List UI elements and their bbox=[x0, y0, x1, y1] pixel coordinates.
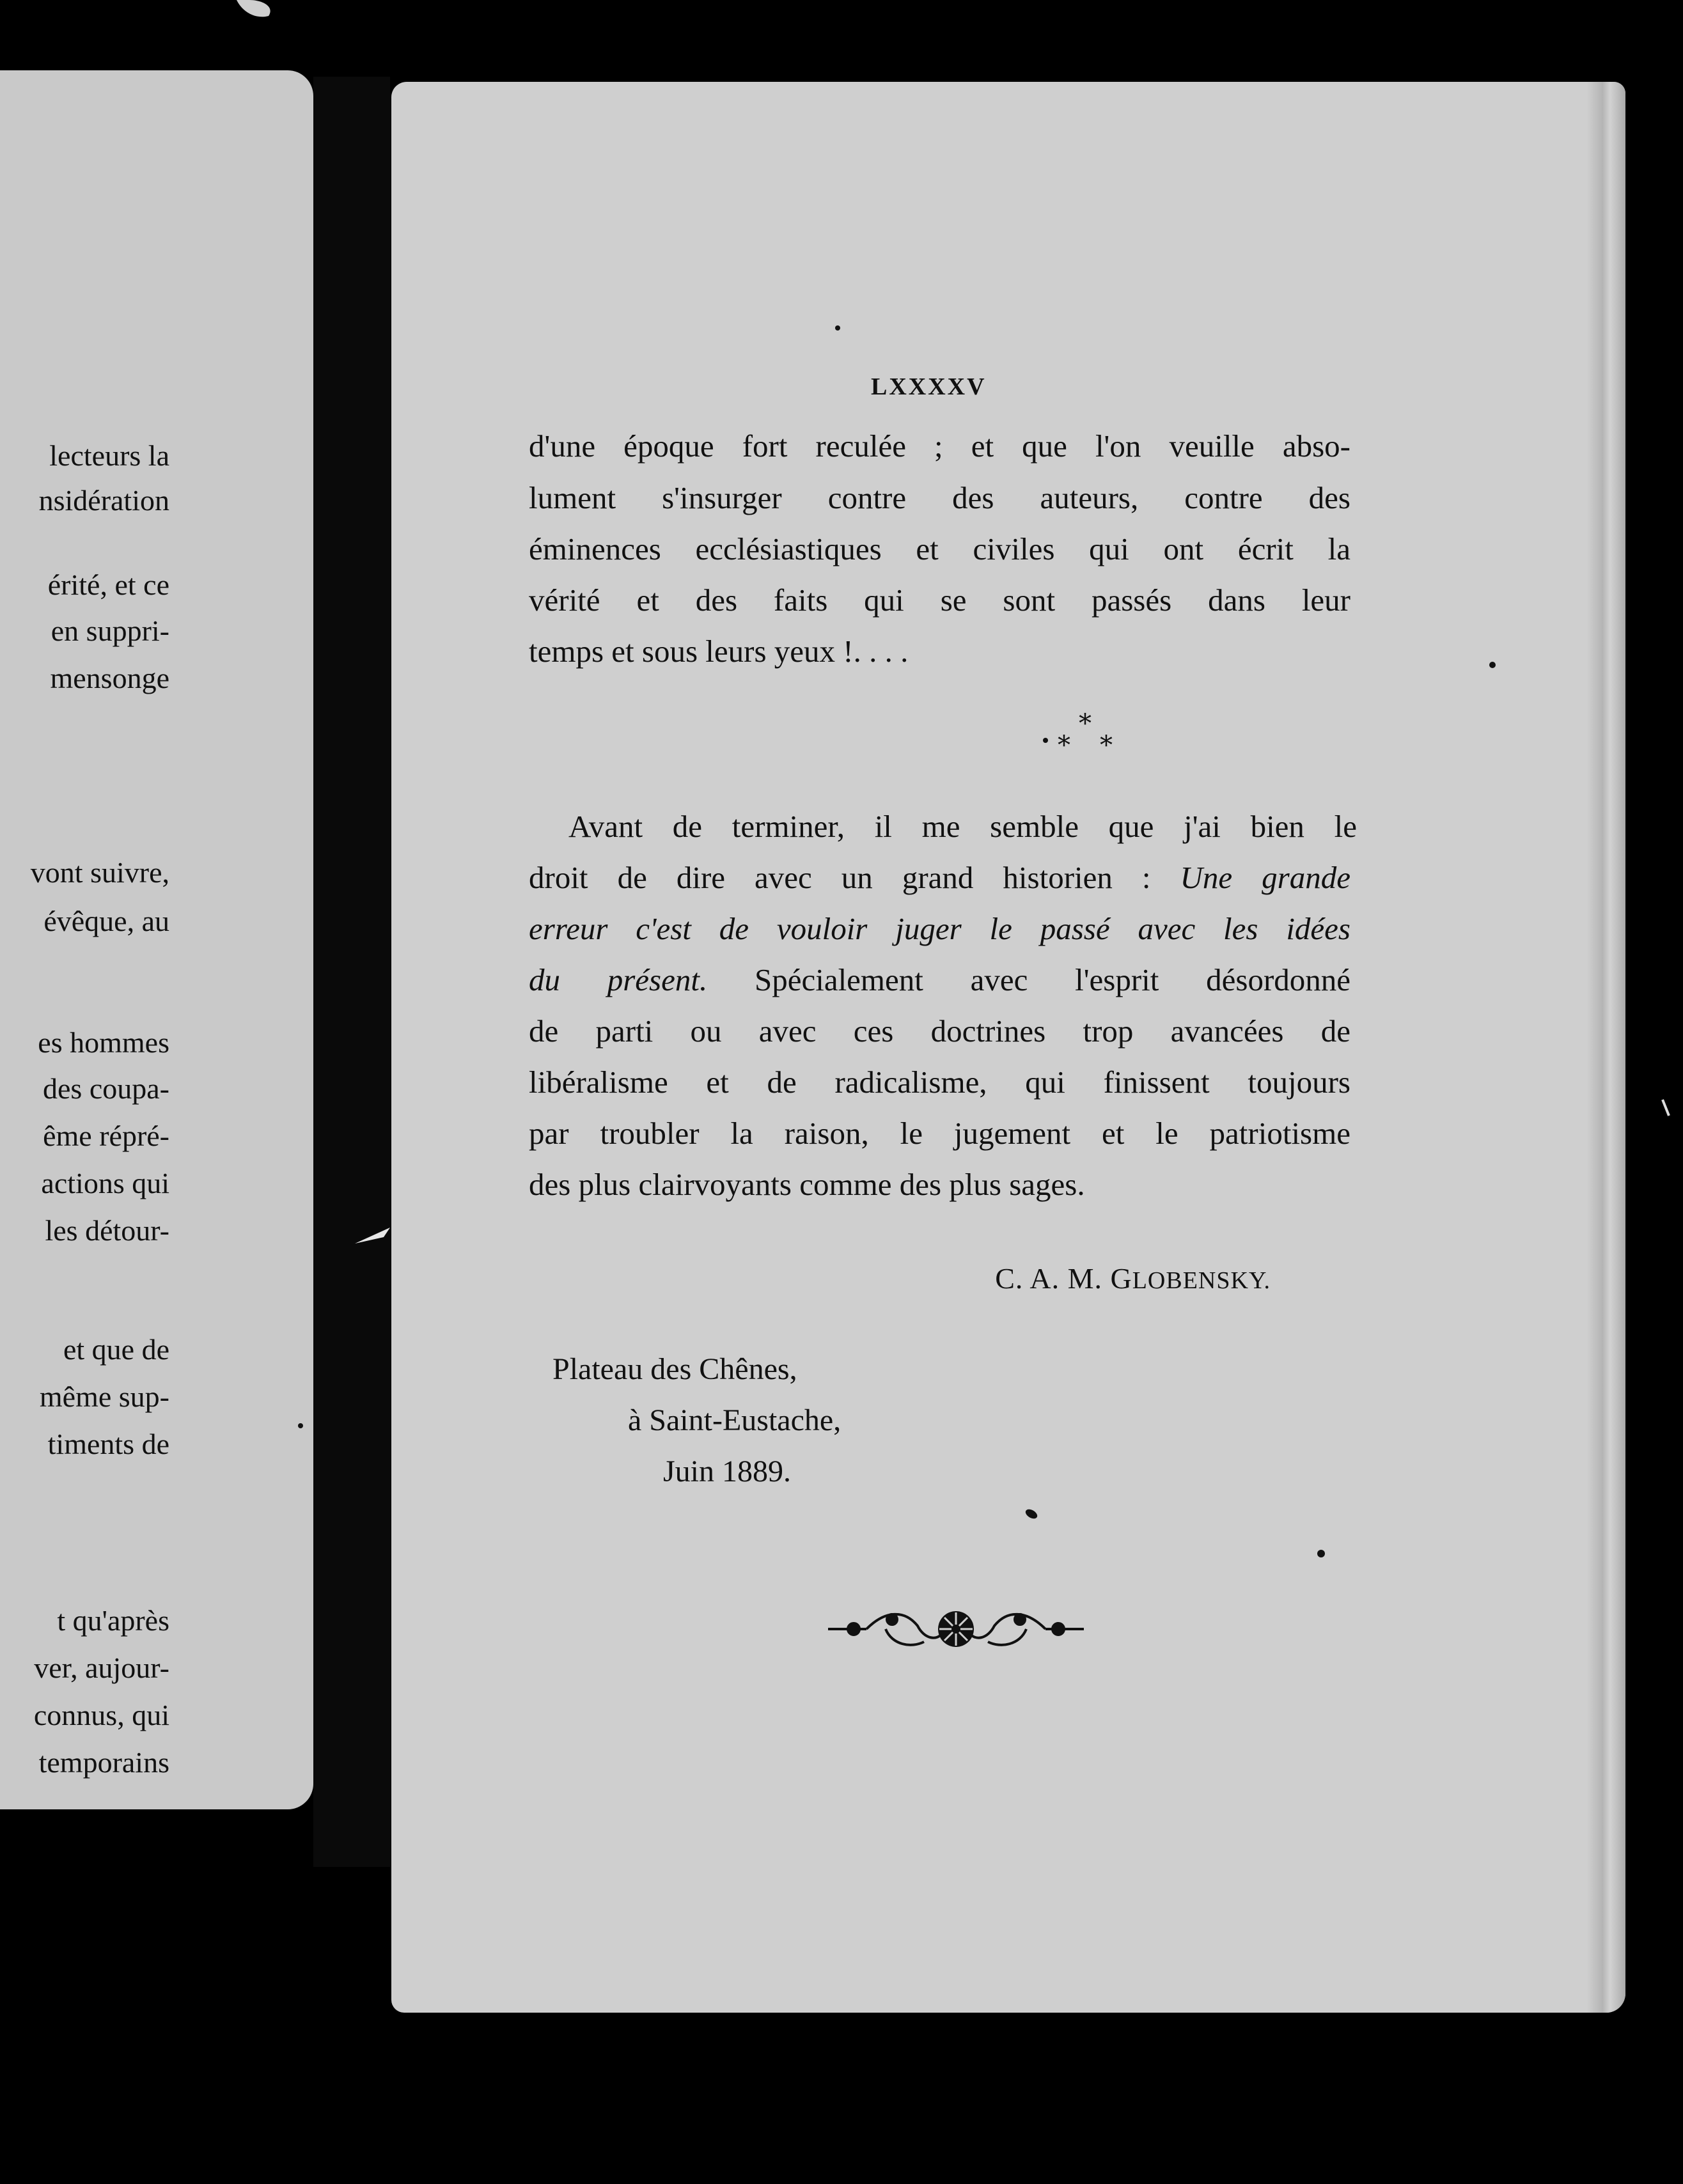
text-line: éminences ecclésiastiques et civiles qui ont écrit la bbox=[529, 531, 1350, 566]
text-line: temps et sous leurs yeux !. . . . bbox=[529, 634, 909, 669]
text-line: Avant de terminer, il me semble que j'ai bien le bbox=[568, 809, 1357, 844]
text-line: des plus clairvoyants comme des plus sages. bbox=[529, 1167, 1085, 1202]
book-gutter bbox=[313, 77, 390, 1867]
page-edge bbox=[1587, 82, 1625, 2013]
left-line: ême répré- bbox=[43, 1119, 169, 1152]
place-line: à Saint-Eustache, bbox=[628, 1403, 841, 1437]
author-signature bbox=[995, 1261, 1271, 1295]
left-line: mensonge bbox=[50, 662, 169, 694]
text-line bbox=[529, 964, 1350, 995]
signature-initials: C. A. M. G bbox=[995, 1262, 1132, 1295]
text-line bbox=[529, 862, 1350, 893]
page-number: LXXXXV bbox=[871, 373, 987, 400]
left-line: même sup- bbox=[39, 1380, 169, 1413]
quote-italic: erreur c'est de vouloir juger le passé avec les idées bbox=[529, 911, 1350, 946]
text-line: de parti ou avec ces doctrines trop avancées de bbox=[529, 1013, 1350, 1049]
text-line: lument s'insurger contre des auteurs, contre des bbox=[529, 480, 1350, 515]
left-line: es hommes bbox=[38, 1026, 169, 1059]
left-line: des coupa- bbox=[43, 1072, 169, 1105]
text-line: libéralisme et de radicalisme, qui finissent toujours bbox=[529, 1065, 1350, 1100]
left-line: vont suivre, bbox=[30, 856, 169, 889]
left-line: les détour- bbox=[45, 1214, 169, 1247]
left-line: évêque, au bbox=[43, 905, 169, 937]
date-line: Juin 1889. bbox=[663, 1455, 792, 1488]
left-line: connus, qui bbox=[33, 1699, 169, 1731]
left-line: lecteurs la bbox=[49, 439, 169, 472]
text-roman: Spécialement avec l'esprit désordonné bbox=[707, 962, 1351, 997]
left-line: nsidération bbox=[38, 484, 169, 517]
signature-surname: LOBENSKY. bbox=[1132, 1267, 1271, 1294]
left-line: érité, et ce bbox=[47, 568, 169, 601]
left-line: timents de bbox=[47, 1428, 169, 1460]
quote-italic: Une grande bbox=[1180, 860, 1351, 895]
place-line: Plateau des Chênes, bbox=[552, 1352, 797, 1386]
text-roman: droit de dire avec un grand historien : bbox=[529, 860, 1180, 895]
left-line: ver, aujour- bbox=[34, 1651, 169, 1684]
right-page bbox=[391, 82, 1625, 2013]
quote-italic: du présent. bbox=[529, 962, 708, 997]
left-line: temporains bbox=[38, 1746, 169, 1779]
svg-text:*: * bbox=[1058, 731, 1070, 760]
svg-text:*: * bbox=[1079, 712, 1092, 738]
left-line: en suppri- bbox=[51, 614, 169, 647]
text-line: d'une époque fort reculée ; et que l'on veuille abso- bbox=[529, 428, 1350, 464]
asterism-icon bbox=[1050, 712, 1120, 763]
svg-text:*: * bbox=[1100, 731, 1113, 760]
left-line: actions qui bbox=[41, 1167, 169, 1199]
text-line: vérité et des faits qui se sont passés dans leur bbox=[529, 582, 1350, 618]
tailpiece-ornament-icon bbox=[828, 1603, 1084, 1655]
left-line: t qu'après bbox=[57, 1604, 169, 1637]
left-line: et que de bbox=[63, 1333, 169, 1366]
text-line: par troubler la raison, le jugement et le patriotisme bbox=[529, 1116, 1350, 1151]
left-page bbox=[0, 70, 313, 1809]
